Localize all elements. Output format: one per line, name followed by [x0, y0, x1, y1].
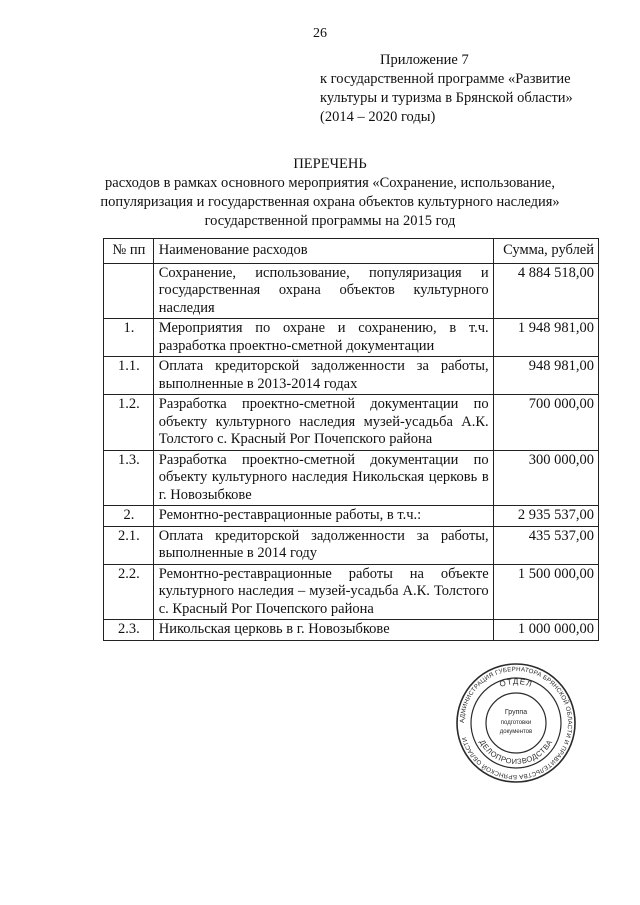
header-name: Наименование расходов — [153, 239, 493, 264]
table-row — [104, 526, 599, 564]
table-row — [104, 357, 599, 395]
table-row — [104, 395, 599, 451]
appendix-line: культуры и туризма в Брянской области» — [320, 90, 573, 106]
appendix-title: Приложение 7 — [380, 52, 469, 68]
row-name: Разработка проектно-сметной документации по объекту культурного наследия Никольская церковь в г. Новозыбкове — [153, 450, 493, 506]
expenses-table — [103, 238, 599, 641]
row-sum: 1 500 000,00 — [493, 564, 598, 620]
row-num: 1.2. — [104, 395, 154, 451]
table-row — [104, 506, 599, 527]
heading-line: расходов в рамках основного мероприятия «Сохранение, использование, — [105, 175, 555, 191]
row-name: Ремонтно-реставрационные работы, в т.ч.: — [153, 506, 493, 527]
row-num: 1. — [104, 319, 154, 357]
row-sum: 1 948 981,00 — [493, 319, 598, 357]
page-number: 26 — [313, 26, 327, 41]
row-name: Оплата кредиторской задолженности за работы, выполненные в 2013-2014 годах — [153, 357, 493, 395]
stamp-inner-bottom: ДЕЛОПРОИЗВОДСТВА — [477, 738, 555, 767]
row-sum: 300 000,00 — [493, 450, 598, 506]
table-row — [104, 450, 599, 506]
row-num: 1.3. — [104, 450, 154, 506]
appendix-line: (2014 – 2020 годы) — [320, 109, 436, 125]
row-sum: 700 000,00 — [493, 395, 598, 451]
row-name: Разработка проектно-сметной документации по объекту культурного наследия музей-усадьба А.К. Толстого с. Красный Рог Почепского района — [153, 395, 493, 451]
stamp-center-line: подготовки — [500, 720, 532, 726]
heading-line: государственной программы на 2015 год — [204, 213, 456, 229]
heading-title: ПЕРЕЧЕНЬ — [293, 156, 367, 172]
row-sum: 2 935 537,00 — [493, 506, 598, 527]
row-sum: 1 000 000,00 — [493, 620, 598, 641]
row-num: 2.1. — [104, 526, 154, 564]
table-header-row — [104, 239, 599, 264]
row-num: 2. — [104, 506, 154, 527]
row-num: 2.3. — [104, 620, 154, 641]
stamp-inner-top: ОТДЕЛ — [498, 676, 534, 689]
header-num: № пп — [104, 239, 154, 264]
row-sum: 948 981,00 — [493, 357, 598, 395]
row-sum: 4 884 518,00 — [493, 263, 598, 319]
row-name: Сохранение, использование, популяризация и государственная охрана объектов культурного наследия — [153, 263, 493, 319]
table-row — [104, 263, 599, 319]
appendix-line: к государственной программе «Развитие — [320, 71, 571, 87]
appendix-block — [320, 51, 620, 127]
row-name: Мероприятия по охране и сохранению, в т.ч. разработка проектно-сметной документации — [153, 319, 493, 357]
row-num: 2.2. — [104, 564, 154, 620]
header-sum: Сумма, рублей — [493, 239, 598, 264]
row-num: 1.1. — [104, 357, 154, 395]
stamp-outer-text: АДМИНИСТРАЦИЯ ГУБЕРНАТОРА БРЯНСКОЙ ОБЛАСТИ И ПРАВИТЕЛЬСТВА БРЯНСКОЙ ОБЛАСТИ — [458, 665, 574, 781]
table-row — [104, 319, 599, 357]
row-num — [104, 263, 154, 319]
official-stamp — [455, 662, 577, 784]
stamp-center-line: Группа — [504, 709, 528, 716]
table-row — [104, 564, 599, 620]
table-row — [104, 620, 599, 641]
row-name: Никольская церковь в г. Новозыбкове — [153, 620, 493, 641]
heading-line: популяризация и государственная охрана объектов культурного наследия» — [100, 194, 560, 210]
document-heading — [0, 155, 640, 231]
row-name: Ремонтно-реставрационные работы на объекте культурного наследия – музей-усадьба А.К. Толстого с. Красный Рог Почепского района — [153, 564, 493, 620]
row-name: Оплата кредиторской задолженности за работы, выполненные в 2014 году — [153, 526, 493, 564]
row-sum: 435 537,00 — [493, 526, 598, 564]
stamp-center-line: документов — [499, 729, 533, 735]
